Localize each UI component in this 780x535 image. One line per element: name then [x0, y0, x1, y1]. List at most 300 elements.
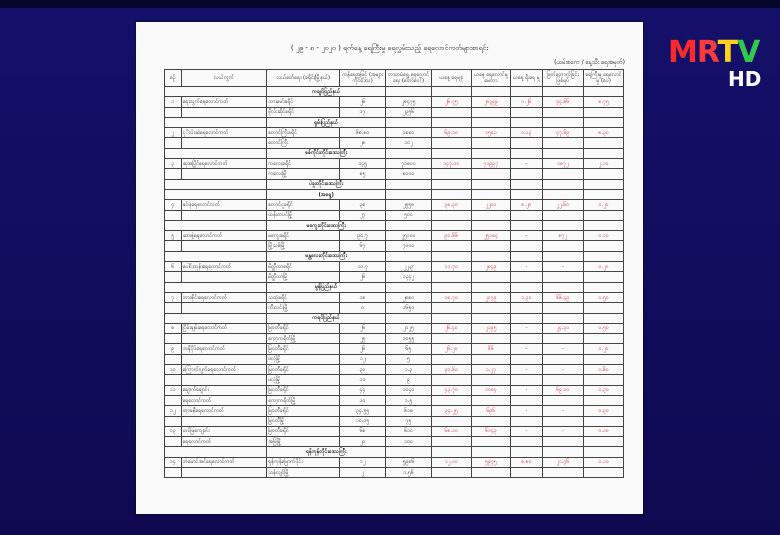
cell-name: ချောက်ချောင်း [181, 385, 267, 395]
cell-c1: ၀ [340, 303, 386, 313]
cell-name [181, 210, 267, 220]
cell-c2: ၇၁၈၀၀ [386, 159, 432, 169]
region-row [165, 220, 624, 230]
cell-district: တောင်ကြီးခရိုင် [267, 128, 340, 138]
cell-c1: ၁၄၅ [340, 159, 386, 169]
cell-district: ရန်ကုန်မြောက်ပိုင်း [267, 457, 340, 467]
cell-name [181, 169, 267, 179]
table-cell [584, 117, 624, 127]
cell-v2: ၁၀၈၄ [471, 385, 511, 395]
region-label: မန္တလေးတိုင်းဒေသကြီး [267, 251, 386, 261]
cell-c2: ၅၀၀ [386, 210, 432, 220]
cell-v1: ၁၄၇.၀၀ [432, 159, 472, 169]
cell-v5: ၀.၅၀ [584, 292, 624, 302]
cell-name [181, 467, 267, 477]
table-row [165, 344, 624, 354]
cell-v3 [511, 467, 542, 477]
table-row [165, 406, 624, 416]
region-label: မွန်ပြည်နယ် [267, 282, 386, 292]
table-cell [471, 313, 511, 323]
cell-name: ဟင်မြကျောင်း [181, 426, 267, 436]
cell-idx: ၆ [165, 262, 182, 272]
cell-v1: ၂၆.၂၀ [432, 344, 472, 354]
cell-c1: ၃၄.၅၅ [340, 406, 386, 416]
cell-v5: ၀.၁၀ [584, 426, 624, 436]
cell-v1: ၆၈.၁၀ [432, 426, 472, 436]
table-header-cell: ကန်ရေအမြင့် (အများကိုင်ဒေသ) [340, 70, 386, 87]
cell-v2 [471, 241, 511, 251]
cell-v1: ၁၁.၇၀ [432, 262, 472, 272]
cell-c1: ၂၆ [340, 323, 386, 333]
top-border [0, 0, 780, 8]
table-cell [511, 148, 542, 158]
cell-v3 [511, 169, 542, 179]
cell-v5 [584, 138, 624, 148]
cell-idx [165, 107, 182, 117]
cell-v2 [471, 169, 511, 179]
cell-idx [165, 354, 182, 364]
cell-v5 [584, 272, 624, 282]
cell-v5 [584, 241, 624, 251]
table-row [165, 354, 624, 364]
table-cell [386, 117, 432, 127]
cell-v1 [432, 138, 472, 148]
cell-v4: ၁၈၇၂ [542, 159, 584, 169]
cell-v1 [432, 241, 472, 251]
table-cell [471, 87, 511, 97]
cell-name [181, 303, 267, 313]
cell-v3 [511, 354, 542, 364]
cell-v2: ၂၈၄၉ [471, 262, 511, 272]
cell-v1: ၃၈.၃၀ [432, 200, 472, 210]
cell-v4 [542, 375, 584, 385]
cell-v4 [542, 416, 584, 426]
cell-v1: ၂၆.၄၀ [432, 323, 472, 333]
cell-c2: ၆၁၀ [386, 426, 432, 436]
table-cell [386, 148, 432, 158]
cell-c1: ၆၈ [340, 426, 386, 436]
cell-v3: - [511, 365, 542, 375]
cell-v5: ၀.၁၀ [584, 457, 624, 467]
cell-v5 [584, 375, 624, 385]
table-row [165, 262, 624, 272]
table-cell [511, 447, 542, 457]
cell-c2: ၂၃၅၆ [386, 107, 432, 117]
region-row [165, 189, 624, 199]
table-row [165, 426, 624, 436]
cell-v1: ၂၆.၇၅ [432, 97, 472, 107]
cell-v5: ၀.၂၀ [584, 200, 624, 210]
cell-c2: ၁၃၄၂ [386, 272, 432, 282]
cell-v3 [511, 138, 542, 148]
cell-idx: ၂ [165, 128, 182, 138]
table-cell [386, 447, 432, 457]
cell-v3 [511, 210, 542, 220]
cell-c1: ၂၀ [340, 437, 386, 447]
table-row [165, 303, 624, 313]
region-row [165, 313, 624, 323]
cell-v3: ၁.၃၀ [511, 292, 542, 302]
cell-v4 [542, 467, 584, 477]
cell-v1 [432, 303, 472, 313]
cell-district: အဖြံမြို့ [267, 437, 340, 447]
table-cell [165, 117, 267, 127]
cell-c2: ၂၁၂၅ [386, 323, 432, 333]
cell-v3 [511, 416, 542, 426]
cell-name: ရေးသွက်ရေလောင်ကတ် [181, 97, 267, 107]
table-cell [511, 313, 542, 323]
cell-v5 [584, 437, 624, 447]
cell-c1: ၃၈ [340, 200, 386, 210]
region-label: ကရင်ပြည်နယ် [267, 313, 386, 323]
cell-v1 [432, 354, 472, 364]
cell-v2: ၂၀၃၉၉ [471, 97, 511, 107]
cell-name: ဘရိုငှိပ်ရေလောင်ကတ် [181, 344, 267, 354]
cell-v3: - [511, 385, 542, 395]
cell-district: မြဝတီခရိုင် [267, 426, 340, 436]
cell-v3 [511, 437, 542, 447]
cell-v1 [432, 395, 472, 405]
cell-name: ဆုအပြိုင်ရေလောင်ကတ် [181, 159, 267, 169]
table-cell [432, 251, 472, 261]
table-header-cell: ဖြတ်တောက်ခြင်း ဖြစ်ရပ် [542, 70, 584, 87]
cell-v4: ၂၄.၃၀ [542, 323, 584, 333]
cell-v3: - [511, 426, 542, 436]
table-header-cell: လယ်ကွက် [181, 70, 267, 87]
cell-c2: ၁၀၄၀ [386, 385, 432, 395]
cell-v2: ၆၉၆ [471, 406, 511, 416]
cell-v4: ၄၄.၆၆ [542, 97, 584, 107]
cell-district: မြဝတီခရိုင် [267, 406, 340, 416]
cell-v2: ၆၁၄၃ [471, 426, 511, 436]
cell-v1 [432, 107, 472, 117]
table-row [165, 467, 624, 477]
cell-v1 [432, 169, 472, 179]
table-cell [584, 282, 624, 292]
cell-district: မြဝတီခရိုင် [267, 344, 340, 354]
cell-c1: ၂၆ [340, 97, 386, 107]
cell-district: ကလေးမြို့ [267, 169, 340, 179]
cell-district: သထုံခရိုင် [267, 292, 340, 302]
table-row [165, 231, 624, 241]
table-cell [386, 87, 432, 97]
table-header-cell: ယနေ့ ရေဗျာ [432, 70, 472, 87]
cell-idx: ၅ [165, 231, 182, 241]
cell-v3: - [511, 231, 542, 241]
cell-c1: ၂၅ [340, 334, 386, 344]
cell-v3: - [511, 323, 542, 333]
cell-idx: ၉ [165, 344, 182, 354]
cell-c1: ၁၇ [340, 107, 386, 117]
table-cell [542, 282, 584, 292]
table-cell [471, 251, 511, 261]
cell-idx [165, 375, 182, 385]
cell-v2: ၅၉၇၅ [471, 457, 511, 467]
table-cell [511, 189, 542, 199]
cell-v3: - [511, 344, 542, 354]
cell-v5: ၀.၃၀ [584, 406, 624, 416]
cell-district: ဗိုလ်းဆိုင်ခရိုင် [267, 107, 340, 117]
table-row [165, 200, 624, 210]
table-cell [386, 179, 432, 189]
table-cell [386, 251, 432, 261]
cell-idx: ၄ [165, 200, 182, 210]
reservoir-table [164, 69, 624, 478]
table-cell [584, 251, 624, 261]
cell-name [181, 107, 267, 117]
table-header-cell: လယ်ဖော်ရေး (ခရိုင်/မြို့နယ်) [267, 70, 340, 87]
table-header-row [165, 70, 624, 87]
cell-district: ကော့ကရိတ်မြို့ [267, 334, 340, 344]
table-row [165, 138, 624, 148]
cell-v4 [542, 334, 584, 344]
table-header-cell: ယနေ့ ရေလောင်မှု မေတာ [471, 70, 511, 87]
cell-v1: ၁၈.၇၀ [432, 292, 472, 302]
cell-name: ရေလောင်ကတ် [181, 395, 267, 405]
cell-v3: ၈.၈၀ [511, 457, 542, 467]
table-row [165, 395, 624, 405]
table-cell [511, 179, 542, 189]
cell-c2: ၇၀၀၀ [386, 241, 432, 251]
cell-name: ရေလောင်ကတ် [181, 437, 267, 447]
cell-district: ဘီးလင်းမြို့ [267, 303, 340, 313]
table-cell [432, 282, 472, 292]
cell-v3: - [511, 262, 542, 272]
table-cell [542, 447, 584, 457]
cell-v5 [584, 169, 624, 179]
table-row [165, 292, 624, 302]
table-row [165, 334, 624, 344]
table-cell [165, 282, 267, 292]
cell-v5: ၂.၁၀ [584, 159, 624, 169]
cell-c1: ၁၂ [340, 354, 386, 364]
cell-v2 [471, 375, 511, 385]
table-cell [432, 117, 472, 127]
cell-name [181, 272, 267, 282]
cell-v2: ၁.၂၇ [471, 365, 511, 375]
table-cell [471, 179, 511, 189]
table-cell [471, 117, 511, 127]
cell-idx [165, 272, 182, 282]
cell-c1: ၁၈ [340, 292, 386, 302]
table-row [165, 375, 624, 385]
cell-district: မြဝတီမြို့ [267, 416, 340, 426]
cell-v2 [471, 334, 511, 344]
cell-idx [165, 437, 182, 447]
cell-idx [165, 303, 182, 313]
cell-district: ဖလုံမြို့ [267, 375, 340, 385]
cell-v5 [584, 395, 624, 405]
cell-c2: ၂၈၈၀ [386, 292, 432, 302]
cell-c2: ၂၅၁၀၀ [386, 231, 432, 241]
table-row [165, 323, 624, 333]
cell-v3 [511, 375, 542, 385]
table-cell [584, 220, 624, 230]
table-row [165, 365, 624, 375]
cell-c2: ၁.၅၆ [386, 467, 432, 477]
cell-v4 [542, 169, 584, 179]
cell-v1 [432, 272, 472, 282]
table-cell [165, 447, 267, 457]
region-label: ရန်ကုန်တိုင်းဒေသကြီး [267, 447, 386, 457]
table-cell [584, 447, 624, 457]
table-cell [584, 148, 624, 158]
cell-idx: ၁၁ [165, 385, 182, 395]
table-cell [584, 313, 624, 323]
cell-v5: ၈.၇၅ [584, 97, 624, 107]
cell-v1: ၃၄.၂၅ [432, 406, 472, 416]
table-cell [165, 313, 267, 323]
table-cell [584, 179, 624, 189]
cell-c1: ၂၆ [340, 344, 386, 354]
cell-district: သန်လျင်မြို့ [267, 467, 340, 477]
cell-name [181, 416, 267, 426]
cell-v2 [471, 437, 511, 447]
cell-idx [165, 467, 182, 477]
table-row [165, 416, 624, 426]
table-cell [542, 313, 584, 323]
cell-v1 [432, 375, 472, 385]
table-cell [432, 447, 472, 457]
cell-v5 [584, 210, 624, 220]
cell-v2 [471, 354, 511, 364]
cell-v3 [511, 303, 542, 313]
cell-v2 [471, 138, 511, 148]
region-row [165, 447, 624, 457]
cell-name [181, 241, 267, 251]
cell-c1: ၁၀ [340, 395, 386, 405]
table-cell [542, 117, 584, 127]
cell-v3: ၈.၂၀ [511, 200, 542, 210]
cell-v4: - [542, 406, 584, 416]
table-cell [432, 220, 472, 230]
table-row [165, 107, 624, 117]
cell-idx [165, 169, 182, 179]
cell-c1: ၃၀ [340, 365, 386, 375]
cell-v4: - [542, 426, 584, 436]
cell-idx: ၁ [165, 97, 182, 107]
table-row [165, 97, 624, 107]
table-cell [511, 87, 542, 97]
cell-v4: - [542, 262, 584, 272]
cell-c1: ၂၇ [340, 210, 386, 220]
table-cell [511, 251, 542, 261]
cell-v4 [542, 107, 584, 117]
cell-district: ကလေးခရိုင် [267, 159, 340, 169]
cell-c2: ၇၅ [386, 416, 432, 426]
cell-v4: ၆၆.၄၉ [542, 292, 584, 302]
cell-c2: ၁.၃ [386, 365, 432, 375]
cell-c2: ၁၈၈၀ [386, 128, 432, 138]
cell-v4 [542, 210, 584, 220]
region-label: ကချင်ပြည်နယ် [267, 87, 386, 97]
cell-v5: ၀.၁၀ [584, 231, 624, 241]
cell-idx [165, 416, 182, 426]
table-cell [511, 282, 542, 292]
region-row [165, 117, 624, 127]
cell-c2: ၅ [386, 354, 432, 364]
region-row [165, 148, 624, 158]
table-row [165, 457, 624, 467]
cell-c2: ၂၂.၉ [386, 262, 432, 272]
region-label: စစ်ကိုင်းတိုင်းဒေသကြီး [267, 148, 386, 158]
cell-idx: ၇ [165, 292, 182, 302]
cell-name: ဘဲမောင်အင်ရေလောင်ကတ် [181, 457, 267, 467]
cell-v4: - [542, 344, 584, 354]
table-cell [584, 87, 624, 97]
table-cell [386, 189, 432, 199]
cell-v2: ၂၅၁၈၄ [471, 231, 511, 241]
table-cell [542, 251, 584, 261]
cell-v4: ၄၇.၆၉ [542, 128, 584, 138]
table-row [165, 437, 624, 447]
table-cell [386, 282, 432, 292]
table-header-cell: ယနေ့ ရိုးရေ မှု [511, 70, 542, 87]
cell-v2 [471, 303, 511, 313]
cell-district: ဖလုံမြို့ [267, 354, 340, 364]
cell-c1: ၆၇ [340, 241, 386, 251]
cell-name: ငြိမ်းချမ်းရေလောင်ကတ် [181, 323, 267, 333]
cell-district: မိတ္ထီလာမြို့ [267, 272, 340, 282]
cell-c2: ၁၀၅၅ [386, 334, 432, 344]
cell-name: ဘားဇိုင်းရေလောင်ကတ် [181, 292, 267, 302]
table-cell [165, 189, 267, 199]
cell-name [181, 354, 267, 364]
cell-v4 [542, 138, 584, 148]
table-cell [542, 179, 584, 189]
table-cell [165, 148, 267, 158]
table-cell [542, 148, 584, 158]
cell-v1: ၃၀.၆၀ [432, 365, 472, 375]
cell-v4 [542, 395, 584, 405]
cell-v2: ၁၅၈၁ [471, 128, 511, 138]
table-cell [432, 313, 472, 323]
cell-district: ဘားမော်ခရိုင် [267, 97, 340, 107]
cell-c2: ၅၉၈၆ [386, 457, 432, 467]
cell-v1: ၆၉.၁၀ [432, 128, 472, 138]
cell-idx [165, 138, 182, 148]
cell-idx: ၁၄ [165, 457, 182, 467]
cell-v2 [471, 272, 511, 282]
cell-v4 [542, 437, 584, 447]
cell-v3 [511, 395, 542, 405]
cell-v4 [542, 354, 584, 364]
cell-c2: ၉ [386, 375, 432, 385]
cell-v2 [471, 467, 511, 477]
cell-v4 [542, 303, 584, 313]
cell-c1: ၉၀.၇ [340, 231, 386, 241]
mrtv-hd-logo [668, 35, 778, 98]
cell-c2: ၆၅ [386, 344, 432, 354]
cell-v4: ၂၁.၇၆ [542, 457, 584, 467]
cell-c1: ၁၂ [340, 457, 386, 467]
region-label: မကွေးတိုင်းဒေသကြီး [267, 220, 386, 230]
table-cell [471, 189, 511, 199]
cell-v1 [432, 467, 472, 477]
cell-c1: ၂ [340, 467, 386, 477]
cell-name: ခင်မုံရေလောင်ကတ် [181, 200, 267, 210]
cell-v5: ၀.၂၀ [584, 344, 624, 354]
table-header-cell: ရေကြီးမှု ရေလောင်မှု (ပေ) [584, 70, 624, 87]
cell-idx: ၁၂ [165, 406, 182, 416]
table-cell [584, 189, 624, 199]
cell-v5 [584, 354, 624, 364]
cell-c2: ၁.၅ [386, 395, 432, 405]
cell-district: ကော့ကရိတ်မြို့ [267, 395, 340, 405]
cell-c1: ၂၈ [340, 138, 386, 148]
region-row [165, 87, 624, 97]
cell-idx: ၈ [165, 323, 182, 333]
